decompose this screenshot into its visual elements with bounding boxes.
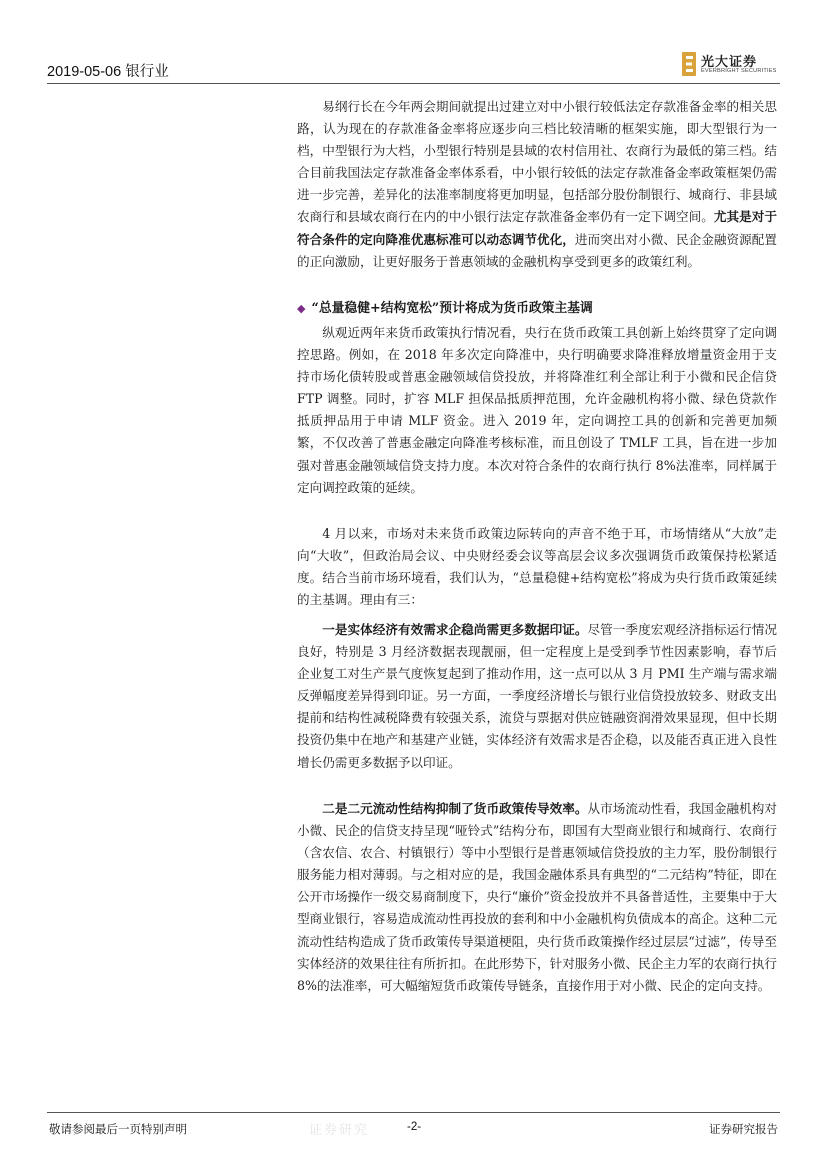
- paragraph-3: 4 月以来，市场对未来货币政策边际转向的声音不绝于耳，市场情绪从“大放”走向“大收”，但政治局会议、中央财经委会议等高层会议多次强调货币政策保持松紧适度。结合当前市场环境看，我们认为，“总量稳健+结构宽松”将成为央行货币政策延续的主基调。理由有三：: [297, 526, 777, 608]
- logo-mark-icon: [682, 52, 696, 76]
- paragraph-4-bold: 一是实体经济有效需求企稳尚需更多数据印证。: [322, 622, 588, 637]
- header-rule: [47, 83, 780, 84]
- paragraph-block-1: [297, 96, 777, 273]
- paragraph-1-tail: 进而突出对小微、民企金融资源配置的正向激励，让更好服务于普惠领域的金融机构享受到更多的政策红利。: [297, 231, 778, 269]
- page-footer: [47, 1112, 780, 1142]
- footer-rule: [47, 1112, 780, 1113]
- footer-report-type: 证券研究报告: [709, 1122, 778, 1136]
- paragraph-1-text: 易纲行长在今年两会期间就提出过建立对中小银行较低法定存款准备金率的相关思路，认为现在的存款准备金率将应逐步向三档比较清晰的框架实施，即大型银行为一档，中型银行为大档，小型银行特别是县域的农村信用社、农商行为最低的第三档。结合目前我国法定存款准备金率体系看，中小银行较低的法定存款准备金率政策框架仍需进一步完善，差异化的法准率制度将更加明显，包括部分股份制银行、城商行、非县域农商行和县域农商行在内的中小银行法定存款准备金率仍有一定下调空间。: [297, 99, 777, 225]
- paragraph-4-text: 尽管一季度宏观经济指标运行情况良好，特别是 3 月经济数据表现靓丽，但一定程度上是受到季节性因素影响，春节后企业复工对生产景气度恢复起到了推动作用，这一点可以从 3 月 PMI 生产端与需求端反弹幅度差异得到印证。另一方面，一季度经济增长与银行业信贷投放较多、财政支出提前和结构性减税降费有较强关系，流贷与票据对供应链融资润滑效果显现，但中长期投资仍集中在地产和基建产业链，实体经济有效需求是否企稳，以及能否真正进入良性增长仍需更多数据予以印证。: [297, 622, 778, 770]
- footer-watermark: 证券研究: [309, 1123, 370, 1138]
- logo-text-cn: 光大证券: [701, 55, 758, 70]
- paragraph-1: [297, 96, 777, 273]
- header-date-sector: 2019-05-06 银行业: [47, 64, 169, 80]
- paragraph-block-3: [297, 523, 777, 611]
- paragraph-block-5: [297, 798, 777, 997]
- section-heading-text: “总量稳健+结构宽松”预计将成为货币政策主基调: [311, 301, 593, 316]
- paragraph-5-text: 从市场流动性看，我国金融机构对小微、民企的信贷支持呈现“哑铃式”结构分布，即国有大型商业银行和城商行、农商行（含农信、农合、村镇银行）等中小型银行是普惠领域信贷投放的主力军，股份制银行服务能力相对薄弱。与之相对应的是，我国金融体系具有典型的“二元结构”特征，即在公开市场操作一级交易商制度下，央行“廉价”资金投放并不具备普适性，主要集中于大型商业银行，容易造成流动性再投放的套利和中小金融机构负债成本的高企。这种二元流动性结构造成了货币政策传导渠道梗阻，央行货币政策操作经过层层“过滤”，传导至实体经济的效果往往有所折扣。在此形势下，针对服务小微、民企主力军的农商行执行 8%的法准率，可大幅缩短货币政策传导链条，直接作用于对小微、民企的定向支持。: [297, 801, 778, 993]
- paragraph-4: [297, 619, 777, 774]
- logo-text-en: EVERBRIGHT SECURITIES: [701, 68, 777, 74]
- paragraph-5: [297, 798, 777, 997]
- paragraph-2: 纵观近两年来货币政策执行情况看，央行在货币政策工具创新上始终贯穿了定向调控思路。例如，在 2018 年多次定向降准中，央行明确要求降准释放增量资金用于支持市场化债转股或普惠金融领域信贷投放，并将降准红利全部让利于小微和民企信贷 FTP 调整。同时，扩容 MLF 担保品抵质押范围，允许金融机构将小微、绿色贷款作抵质押品用于申请 MLF 资金。进入 2019 年，定向调控工具的创新和完善更加频繁，不仅改善了普惠金融定向降准考核标准，而且创设了 TMLF 工具，旨在进一步加强对普惠金融领域信贷支持力度。本次对符合条件的农商行执行 8%法准率，同样属于定向调控政策的延续。: [297, 325, 777, 495]
- paragraph-1-bold: 尤其是对于符合条件的定向降准优惠标准可以动态调节优化，: [297, 209, 778, 247]
- paragraph-5-bold: 二是二元流动性结构抑制了货币政策传导效率。: [322, 801, 588, 816]
- company-logo: [682, 50, 778, 78]
- paragraph-block-4: [297, 619, 777, 774]
- page-number: -2-: [407, 1121, 422, 1133]
- footer-disclaimer: 敬请参阅最后一页特别声明: [49, 1122, 187, 1136]
- section-heading: [297, 299, 593, 319]
- diamond-bullet-icon: ◆: [297, 302, 306, 315]
- page-header: [47, 50, 780, 84]
- paragraph-block-2: [297, 322, 777, 499]
